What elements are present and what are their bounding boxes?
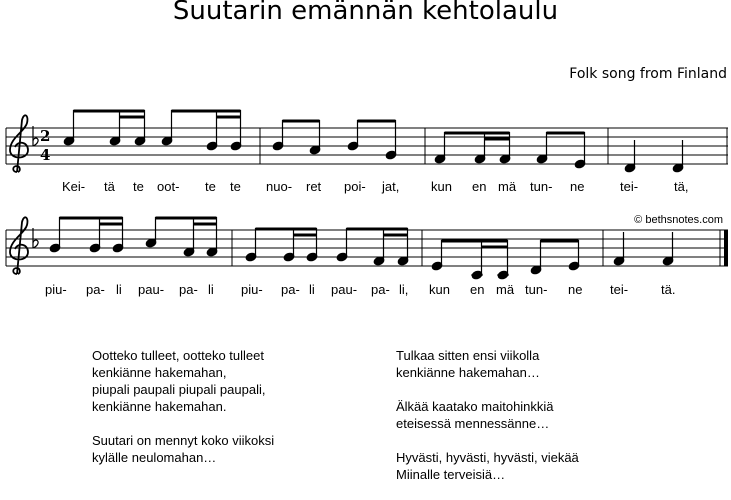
stanza bbox=[396, 347, 579, 381]
lyric-syllable: ne bbox=[570, 179, 585, 194]
lyric-syllable: li bbox=[116, 282, 122, 297]
lyric-syllable: li, bbox=[399, 282, 409, 297]
lyric-syllable: tä bbox=[104, 179, 115, 194]
verse-line: kylälle neulomahan… bbox=[92, 450, 217, 465]
lyric-syllable: piu- bbox=[241, 282, 263, 297]
lyric-syllable: pau- bbox=[138, 282, 165, 297]
flat-icon bbox=[33, 228, 38, 248]
notes-measure-4 bbox=[624, 140, 684, 173]
composer-credit: Folk song from Finland bbox=[569, 66, 727, 82]
lyric-syllable: tä, bbox=[674, 179, 689, 194]
verse-line: eteisessä mennessänne… bbox=[396, 416, 550, 431]
lyric-syllable: ne bbox=[568, 282, 583, 297]
stanza bbox=[92, 432, 274, 466]
verse-line: kenkiänne hakemahan, bbox=[92, 365, 227, 380]
lyric-syllable: kun bbox=[431, 179, 452, 194]
lyric-syllable: mä bbox=[498, 179, 517, 194]
lyric-syllable: pa- bbox=[86, 282, 105, 297]
time-signature-bottom: 4 bbox=[40, 146, 51, 164]
lyric-syllable: pau- bbox=[331, 282, 358, 297]
verse-line: piupali paupali piupali paupali, bbox=[92, 382, 266, 397]
treble-clef-icon bbox=[10, 217, 28, 274]
lyric-syllable: Kei- bbox=[62, 179, 86, 194]
staff-1 bbox=[6, 128, 728, 164]
lyric-syllable: tun- bbox=[530, 179, 553, 194]
lyric-syllable: kun bbox=[429, 282, 450, 297]
verses-left-column bbox=[92, 347, 274, 483]
notes-measure-7 bbox=[431, 240, 580, 280]
lyric-syllable: li bbox=[309, 282, 315, 297]
lyric-syllable: tä. bbox=[661, 282, 676, 297]
verse-line: Älkää kaatako maitohinkkiä bbox=[396, 399, 554, 414]
verse-line: Ootteko tulleet, ootteko tulleet bbox=[92, 348, 264, 363]
stanza bbox=[396, 449, 579, 483]
lyric-syllable: nuo- bbox=[266, 179, 293, 194]
lyric-syllable: li bbox=[208, 282, 214, 297]
lyric-syllable: pa- bbox=[371, 282, 390, 297]
verse-line: Miinalle terveisiä… bbox=[396, 467, 506, 482]
lyrics-line-1 bbox=[62, 179, 688, 194]
lyric-syllable: jat, bbox=[382, 179, 400, 194]
lyric-syllable: te bbox=[133, 179, 144, 194]
notes-measure-6 bbox=[245, 228, 409, 266]
lyric-syllable: en bbox=[472, 179, 487, 194]
song-title: Suutarin emännän kehtolaulu bbox=[172, 0, 559, 26]
copyright-notice: © bethsnotes.com bbox=[634, 214, 723, 226]
lyric-syllable: poi- bbox=[344, 179, 366, 194]
lyric-syllable: tun- bbox=[525, 282, 548, 297]
verse-line: Hyvästi, hyvästi, hyvästi, viekää bbox=[396, 450, 579, 465]
notes-measure-1 bbox=[63, 110, 242, 151]
lyric-syllable: mä bbox=[496, 282, 515, 297]
stanza bbox=[396, 398, 579, 432]
lyric-syllable: pa- bbox=[179, 282, 198, 297]
stanza bbox=[92, 347, 274, 415]
lyric-syllable: pa- bbox=[281, 282, 300, 297]
notes-measure-5 bbox=[49, 217, 218, 257]
lyric-syllable: te bbox=[205, 179, 216, 194]
notes-measure-8 bbox=[613, 232, 674, 266]
lyric-syllable: tei- bbox=[620, 179, 639, 194]
lyric-syllable: ret bbox=[306, 179, 322, 194]
flat-icon bbox=[33, 126, 38, 146]
lyric-syllable: oot- bbox=[157, 179, 180, 194]
verses-right-column bbox=[396, 347, 579, 500]
notes-measure-2 bbox=[272, 120, 397, 160]
verse-line: kenkiänne hakemahan… bbox=[396, 365, 540, 380]
treble-clef-icon bbox=[10, 115, 28, 172]
lyric-syllable: en bbox=[470, 282, 485, 297]
lyric-syllable: piu- bbox=[45, 282, 67, 297]
verse-line: kenkiänne hakemahan. bbox=[92, 399, 227, 414]
verse-line: Tulkaa sitten ensi viikolla bbox=[396, 348, 540, 363]
lyrics-line-2 bbox=[45, 282, 675, 297]
lyric-syllable: te bbox=[230, 179, 241, 194]
lyric-syllable: tei- bbox=[610, 282, 629, 297]
verse-line: Suutari on mennyt koko viikoksi bbox=[92, 433, 275, 448]
time-signature-top: 2 bbox=[40, 127, 51, 145]
